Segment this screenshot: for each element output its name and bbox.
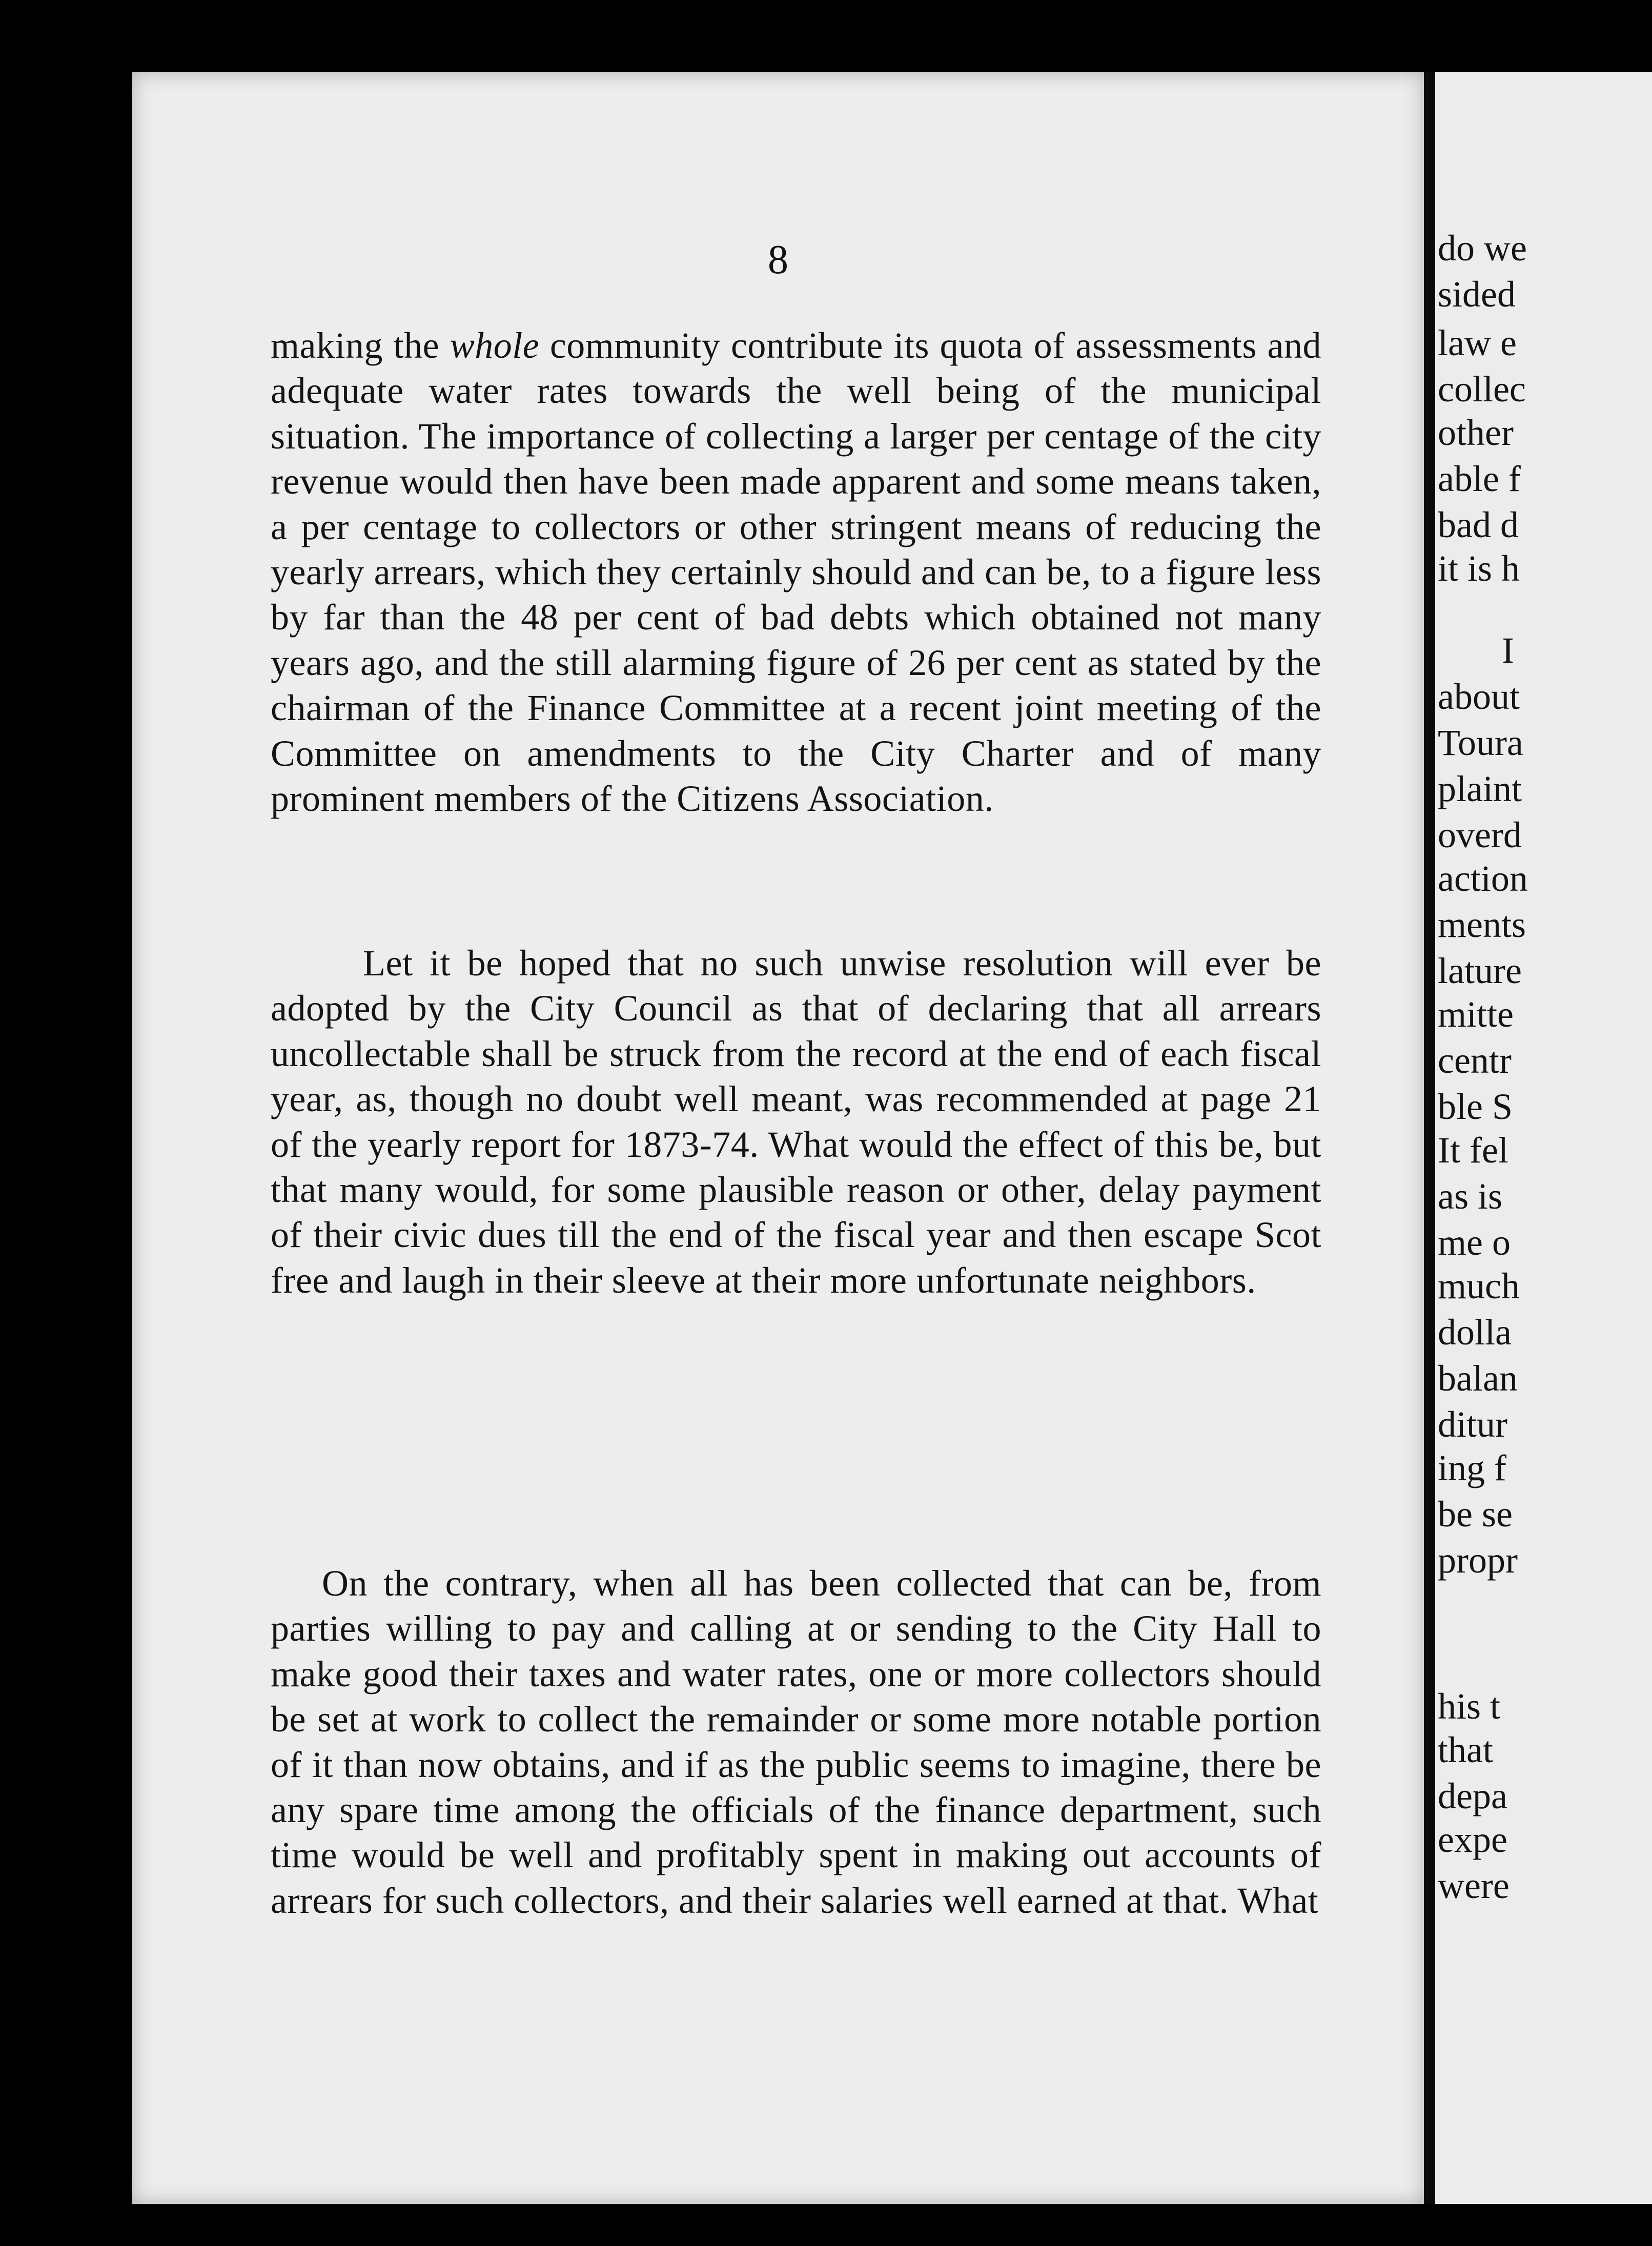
right-page-line: It fel (1438, 1130, 1508, 1171)
right-page-line: ble S (1438, 1086, 1513, 1127)
page-number: 8 (768, 237, 788, 282)
right-page-line: me o (1438, 1222, 1511, 1263)
right-page (1435, 72, 1652, 2204)
right-page-line: dolla (1438, 1312, 1512, 1353)
right-page-line: Toura (1438, 722, 1523, 763)
paragraph-1-start: making the (271, 325, 450, 366)
right-page-line: able f (1438, 458, 1521, 499)
right-page-line: other (1438, 412, 1514, 453)
right-page-line: bad d (1438, 504, 1519, 545)
right-page-line: do we (1438, 228, 1527, 269)
right-page-line: plaint (1438, 768, 1522, 809)
right-page-line: ing f (1438, 1447, 1506, 1488)
right-page-line: lature (1438, 950, 1522, 991)
right-page-line: centr (1438, 1040, 1512, 1081)
left-page (132, 72, 1424, 2204)
right-page-line: depa (1438, 1775, 1507, 1816)
paragraph-1-italic: whole (450, 325, 540, 366)
right-page-line: sided (1438, 274, 1516, 315)
right-page-line: expe (1438, 1819, 1507, 1860)
paragraph-1-rest: community contribute its quota of assessments and adequate water rates towards the well being of the municipal situation. The importance of collecting a larger per centage of the city revenue would then have been made apparent and some means taken, a per centage to collectors or other stringent means of reducing the yearly arrears, which they certainly should and can be, to a figure less by far than the 48 per cent of bad debts which obtained not many years ago, and the still alarming figure of 26 per cent as stated by the chairman of the Finance Committee at a recent joint meeting of the Committee on amendments to the City Charter and of many prominent members of the Citizens Association. (271, 325, 1321, 820)
right-page-line: law e (1438, 322, 1517, 363)
right-page-line: mitte (1438, 994, 1514, 1035)
right-page-line: I (1502, 630, 1514, 671)
right-page-line: it is h (1438, 548, 1520, 589)
right-page-line: that (1438, 1729, 1493, 1770)
right-page-line: collec (1438, 369, 1526, 410)
page-gutter (1424, 72, 1435, 2204)
paragraph-1 (271, 323, 1321, 821)
right-page-line: as is (1438, 1176, 1502, 1217)
right-page-line: his t (1438, 1686, 1501, 1727)
right-page-line: balan (1438, 1358, 1518, 1399)
right-page-line: about (1438, 676, 1520, 717)
right-page-line: ditur (1438, 1404, 1507, 1445)
right-page-line: propr (1438, 1540, 1518, 1581)
right-page-line: much (1438, 1265, 1520, 1306)
paragraph-2: Let it be hoped that no such unwise resolution will ever be adopted by the City Council as that of declaring that all arrears uncollectable shall be struck from the record at the end of each fiscal year, as, though no doubt well meant, was recommended at page 21 of the yearly report for 1873-74. What would the effect of this be, but that many would, for some plausible reason or other, delay payment of their civic dues till the end of the fiscal year and then escape Scot free and laugh in their sleeve at their more unfortunate neighbors. (271, 943, 1321, 1301)
right-page-line: action (1438, 858, 1528, 899)
right-page-line: overd (1438, 814, 1522, 855)
right-page-line: were (1438, 1865, 1510, 1906)
paragraph-3: On the contrary, when all has been collected that can be, from parties willing to pay and calling at or sending to the City Hall to make good their taxes and water rates, one or more collectors should be set at work to collect the remainder or some more notable portion of it than now obtains, and if as the public seems to imagine, there be any spare time among the officials of the finance department, such time would be well and profitably spent in making out accounts of arrears for such collectors, and their salaries well earned at that. What (271, 1563, 1321, 1921)
right-page-line: be se (1438, 1494, 1513, 1535)
right-page-line: ments (1438, 904, 1526, 945)
